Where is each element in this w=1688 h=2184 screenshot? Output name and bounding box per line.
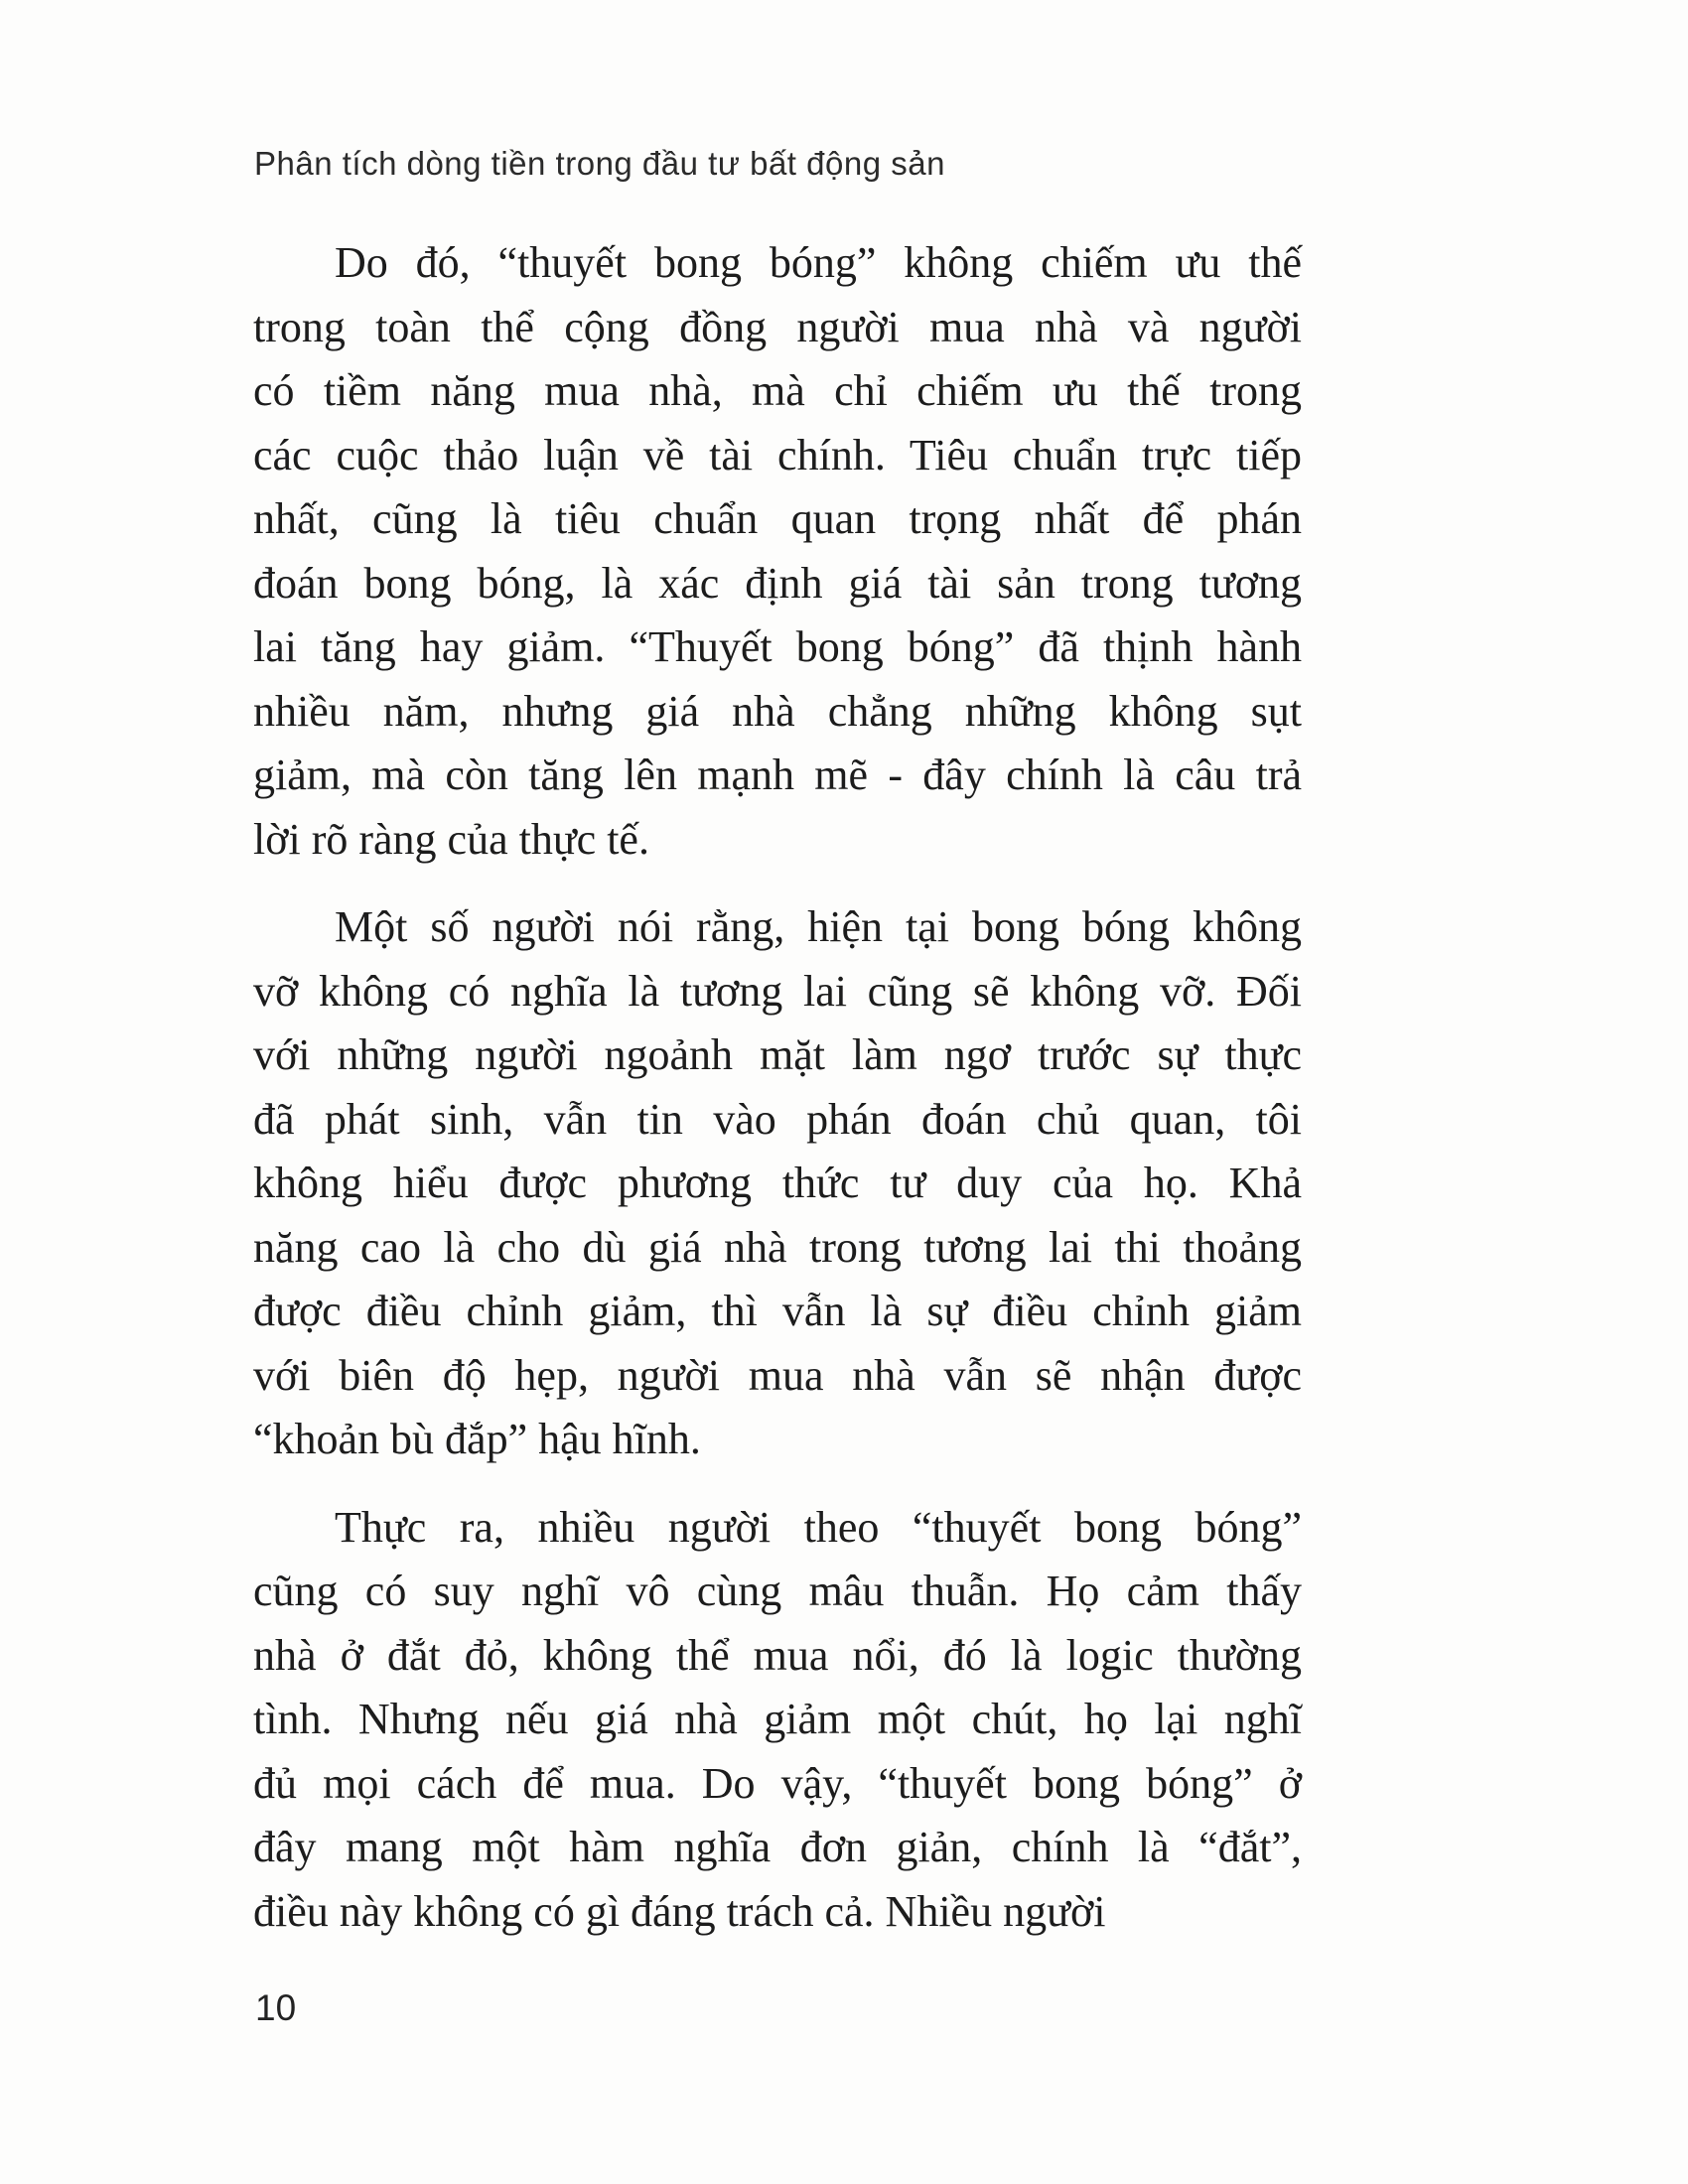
- text-line: với biên độ hẹp, người mua nhà vẫn sẽ nhận được: [253, 1350, 1302, 1400]
- text-line: đủ mọi cách để mua. Do vậy, “thuyết bong bóng” ở: [253, 1758, 1302, 1808]
- text-line: cũng có suy nghĩ vô cùng mâu thuẫn. Họ cảm thấy: [253, 1567, 1302, 1615]
- paragraph-2: [253, 895, 1302, 1472]
- text-line: các cuộc thảo luận về tài chính. Tiêu chuẩn trực tiếp: [253, 430, 1302, 479]
- text-line: “khoản bù đắp” hậu hĩnh.: [253, 1415, 701, 1463]
- text-line: Thực ra, nhiều người theo “thuyết bong bóng”: [335, 1502, 1302, 1552]
- text-line: trong toàn thể cộng đồng người mua nhà và người: [253, 302, 1302, 351]
- running-header: Phân tích dòng tiền trong đầu tư bất động sản: [254, 145, 945, 182]
- paragraph-3: [253, 1496, 1302, 1945]
- text-line: nhất, cũng là tiêu chuẩn quan trọng nhất để phán: [253, 494, 1302, 543]
- text-line: đây mang một hàm nghĩa đơn giản, chính là “đắt”,: [253, 1823, 1302, 1871]
- text-line: nhà ở đắt đỏ, không thể mua nổi, đó là logic thường: [253, 1630, 1302, 1680]
- text-line: tình. Nhưng nếu giá nhà giảm một chút, họ lại nghĩ: [253, 1695, 1302, 1743]
- text-line: điều này không có gì đáng trách cả. Nhiều người: [253, 1886, 1106, 1936]
- text-line: vỡ không có nghĩa là tương lai cũng sẽ không vỡ. Đối: [253, 966, 1302, 1016]
- text-line: Một số người nói rằng, hiện tại bong bóng không: [335, 902, 1302, 951]
- text-line: giảm, mà còn tăng lên mạnh mẽ - đây chính là câu trả: [253, 751, 1302, 799]
- text-line: không hiểu được phương thức tư duy của họ. Khả: [253, 1159, 1302, 1207]
- text-line: lời rõ ràng của thực tế.: [253, 814, 649, 864]
- paragraph-1: [253, 231, 1302, 872]
- text-line: đoán bong bóng, là xác định giá tài sản trong tương: [253, 558, 1302, 608]
- body-text: [253, 231, 1302, 1944]
- text-line: lai tăng hay giảm. “Thuyết bong bóng” đã thịnh hành: [253, 622, 1302, 671]
- text-line: năng cao là cho dù giá nhà trong tương lai thi thoảng: [253, 1222, 1302, 1272]
- text-line: Do đó, “thuyết bong bóng” không chiếm ưu thế: [335, 238, 1302, 287]
- text-line: với những người ngoảnh mặt làm ngơ trước sự thực: [253, 1030, 1302, 1079]
- text-line: đã phát sinh, vẫn tin vào phán đoán chủ quan, tôi: [253, 1094, 1302, 1144]
- page-number: 10: [255, 1987, 297, 2028]
- text-line: có tiềm năng mua nhà, mà chỉ chiếm ưu thế trong: [253, 366, 1302, 415]
- text-line: được điều chỉnh giảm, thì vẫn là sự điều chỉnh giảm: [253, 1287, 1302, 1335]
- text-line: nhiều năm, nhưng giá nhà chẳng những không sụt: [253, 686, 1302, 736]
